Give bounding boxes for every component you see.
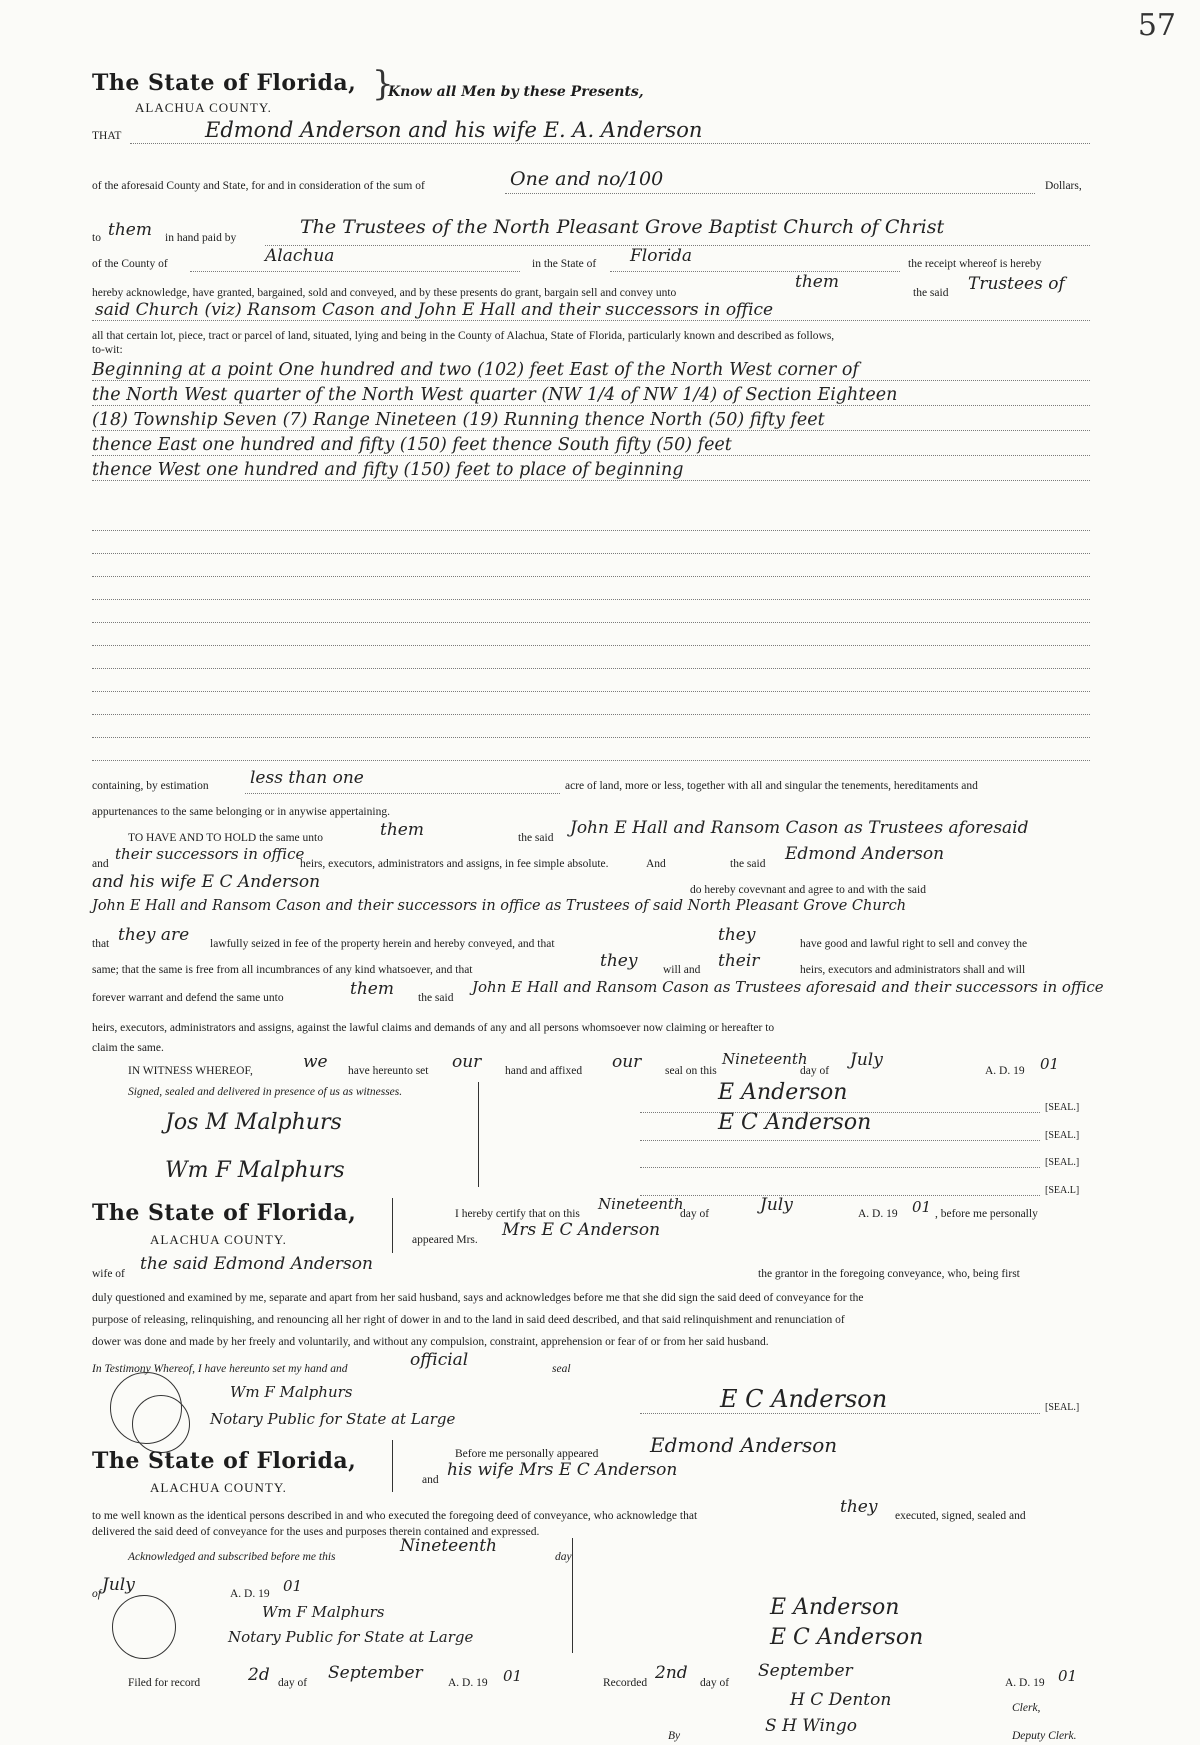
notary-seal-stamp [132, 1395, 190, 1453]
cert1-before-text: , before me personally [935, 1208, 1038, 1220]
filed-year-handwriting: 01 [503, 1667, 523, 1685]
warrant-text: forever warrant and defend the same unto [92, 992, 284, 1004]
and-said-handwriting: Edmond Anderson [785, 844, 945, 864]
dotted-line [92, 599, 1090, 600]
dotted-line [92, 668, 1090, 669]
dotted-line [92, 480, 1090, 481]
witness-signature-1: Jos M Malphurs [165, 1110, 342, 1135]
deputy-label: Deputy Clerk. [1012, 1730, 1077, 1742]
rec-day-handwriting: 2nd [655, 1663, 688, 1683]
dotted-line [610, 271, 900, 272]
same-handwriting-1: they [600, 951, 638, 971]
to-label: to [92, 232, 101, 244]
ack-text: Acknowledged and subscribed before me this [128, 1551, 336, 1563]
witness-divider [478, 1082, 479, 1187]
appeared-text: appeared Mrs. [412, 1234, 478, 1246]
habendum-said: the said [518, 832, 554, 844]
habendum-handwriting-1: them [380, 820, 424, 840]
cert2-and-handwriting: his wife Mrs E C Anderson [447, 1460, 678, 1480]
cert2-notary-title: Notary Public for State at Large [228, 1628, 474, 1646]
will-label: will and [663, 964, 701, 976]
dotted-line [92, 714, 1090, 715]
seal-label: [SEAL.] [1045, 1402, 1080, 1413]
dotted-line [92, 405, 1090, 406]
certify-text: I hereby certify that on this [455, 1208, 580, 1220]
right-text: have good and lawful right to sell and convey the [800, 938, 1028, 950]
filed-text: Filed for record [128, 1677, 201, 1689]
trustees-handwriting: said Church (viz) Ransom Cason and John E Hall and their successors in office [95, 300, 774, 320]
county-of-label: of the County of [92, 258, 168, 270]
and-said-the: the said [730, 858, 766, 870]
cert2-month-handwriting: July [102, 1575, 135, 1595]
the-said-label: the said [913, 287, 949, 299]
cert2-signature-2: E C Anderson [770, 1625, 924, 1650]
grantor-signature-2: E C Anderson [718, 1110, 872, 1135]
grantor-signature-1: E Anderson [718, 1080, 848, 1105]
deputy-signature: S H Wingo [765, 1716, 857, 1736]
dower-paragraph-line: dower was done and made by her freely and voluntarily, and without any compulsion, constraint, apprehension or fear of or from her said husband. [92, 1336, 769, 1348]
dower-paragraph-line: purpose of releasing, relinquishing, and renouncing all her right of dower in and to the land in said deed described, and that said relinquishment and renunciation of [92, 1314, 845, 1326]
containing-handwriting: less than one [250, 768, 364, 788]
cert2-divider-2 [572, 1538, 573, 1653]
seal-label: [SEAL.] [1045, 1130, 1080, 1141]
state-handwriting: Florida [630, 246, 693, 266]
dower-paragraph-line: duly questioned and examined by me, separate and apart from her said husband, says and acknowledges before me that she did sign the said deed of conveyance for the [92, 1292, 864, 1304]
dotted-line [505, 193, 1035, 194]
dotted-line [92, 645, 1090, 646]
witness-text: IN WITNESS WHEREOF, [128, 1065, 253, 1077]
heirs-exec-text: heirs, executors and administrators shall and will [800, 964, 1026, 976]
notary-title: Notary Public for State at Large [210, 1410, 456, 1428]
that-label-2: that [92, 938, 110, 950]
rec-ad: A. D. 19 [1005, 1677, 1045, 1689]
clerk-signature: H C Denton [790, 1690, 892, 1710]
cert2-ad: A. D. 19 [230, 1588, 270, 1600]
dotted-line [92, 455, 1090, 456]
dotted-line [92, 737, 1090, 738]
cert1-state-title: The State of Florida, [92, 1200, 357, 1226]
dotted-line [640, 1140, 1040, 1141]
filed-day-handwriting: 2d [248, 1665, 270, 1685]
rec-month-handwriting: September [758, 1661, 853, 1681]
witness-handwriting: we [303, 1052, 328, 1072]
dotted-line [640, 1413, 1040, 1414]
sum-handwriting: One and no/100 [510, 168, 664, 190]
cert2-county: ALACHUA COUNTY. [150, 1480, 287, 1495]
description-line: the North West quarter of the North West quarter (NW 1/4 of NW 1/4) of Section Eighteen [92, 385, 898, 405]
seized-handwriting: they [718, 925, 756, 945]
cert1-day-handwriting: Nineteenth [598, 1195, 684, 1213]
year-handwriting: 01 [1040, 1055, 1060, 1073]
successors-handwriting: their successors in office [115, 845, 305, 863]
day-text: day [555, 1551, 572, 1563]
acknowledge-text: hereby acknowledge, have granted, bargained, sold and conveyed, and by these presents do grant, bargain sell and convey unto [92, 287, 677, 299]
cert1-day-of: day of [680, 1208, 710, 1220]
warrant-said: the said [418, 992, 454, 1004]
cert2-divider [392, 1440, 393, 1492]
filed-ad: A. D. 19 [448, 1677, 488, 1689]
grantor-text: the grantor in the foregoing conveyance, who, being first [758, 1268, 1020, 1280]
cert2-signature-1: E Anderson [770, 1595, 900, 1620]
filed-month-handwriting: September [328, 1663, 423, 1683]
to-wit-label: to-wit: [92, 344, 123, 356]
description-line: thence East one hundred and fifty (150) feet thence South fifty (50) feet [92, 435, 732, 455]
dotted-line [190, 271, 520, 272]
dotted-line [245, 793, 560, 794]
appeared-handwriting: Mrs E C Anderson [502, 1220, 661, 1240]
that-handwriting: they are [118, 925, 190, 945]
dollars-label: Dollars, [1045, 180, 1082, 192]
description-line: Beginning at a point One hundred and two (102) feet East of the North West corner of [92, 360, 859, 380]
dotted-line [92, 430, 1090, 431]
dotted-line [92, 691, 1090, 692]
dotted-line [92, 320, 1090, 321]
our-handwriting-1: our [452, 1052, 482, 1072]
description-line: thence West one hundred and fifty (150) feet to place of beginning [92, 460, 684, 480]
warrant-handwriting-2: John E Hall and Ransom Cason as Trustees aforesaid and their successors in office [472, 978, 1104, 996]
wife-of-label: wife of [92, 1268, 125, 1280]
seal-label: [SEAL.] [1045, 1102, 1080, 1113]
dotted-line [92, 576, 1090, 577]
county-label: ALACHUA COUNTY. [135, 100, 272, 115]
rec-day-of: day of [700, 1677, 730, 1689]
that-label: THAT [92, 130, 122, 142]
official-handwriting: official [410, 1350, 469, 1370]
cert2-appeared-handwriting: Edmond Anderson [650, 1433, 838, 1457]
cert1-signature: E C Anderson [720, 1385, 888, 1413]
appurtenances-text: appurtenances to the same belonging or in anywise appertaining. [92, 806, 390, 818]
covenant-text: do hereby covevnant and agree to and with the said [690, 884, 926, 896]
containing-label: containing, by estimation [92, 780, 209, 792]
all-that-text: all that certain lot, piece, tract or parcel of land, situated, lying and being in the County of Alachua, State of Florida, particularly known and described as follows, [92, 330, 835, 342]
seal-text: seal [552, 1363, 571, 1375]
dotted-line [640, 1167, 1040, 1168]
grantor-handwriting: Edmond Anderson and his wife E. A. Anderson [205, 118, 703, 142]
the-said-handwriting: Trustees of [968, 274, 1065, 294]
month-handwriting: July [850, 1050, 883, 1070]
and-said-label: And [646, 858, 666, 870]
dotted-line [92, 760, 1090, 761]
notary-seal-stamp [112, 1595, 176, 1659]
hand-text: hand and affixed [505, 1065, 583, 1077]
seal-label: [SEAL.] [1045, 1157, 1080, 1168]
cert1-ad: A. D. 19 [858, 1208, 898, 1220]
description-line: (18) Township Seven (7) Range Nineteen (19) Running thence North (50) fifty feet [92, 410, 825, 430]
known-handwriting: they [840, 1497, 878, 1517]
day-of-text: day of [800, 1065, 830, 1077]
warrant-handwriting-1: them [350, 979, 394, 999]
rec-year-handwriting: 01 [1058, 1667, 1078, 1685]
same-handwriting-2: their [718, 951, 760, 971]
seal-on-text: seal on this [665, 1065, 717, 1077]
cert2-and-text: and [422, 1474, 439, 1486]
ack-handwriting: Nineteenth [400, 1536, 498, 1556]
know-all-men: Know all Men by these Presents, [388, 84, 644, 100]
testimony-text: In Testimony Whereof, I have hereunto set my hand and [92, 1363, 348, 1375]
dotted-line [640, 1112, 1040, 1113]
against-text: heirs, executors, administrators and assigns, against the lawful claims and demands of any and all persons whomsoever now claiming or hereafter to [92, 1022, 775, 1034]
cert1-divider [392, 1198, 393, 1253]
page-number: 57 [1137, 8, 1176, 43]
habendum-handwriting-2: John E Hall and Ransom Cason as Trustees aforesaid [570, 818, 1029, 838]
to-handwriting: them [108, 220, 152, 240]
covenant-handwriting: John E Hall and Ransom Cason and their successors in office as Trustees of said North Pleasant Grove Church [92, 898, 907, 914]
county-handwriting: Alachua [265, 246, 335, 266]
day-handwriting: Nineteenth [722, 1050, 808, 1068]
paid-by-label: in hand paid by [165, 232, 237, 244]
ad-label: A. D. 19 [985, 1065, 1025, 1077]
cert2-notary-signature: Wm F Malphurs [262, 1603, 385, 1621]
executed-text: executed, signed, sealed and [895, 1510, 1026, 1522]
seized-text: lawfully seized in fee of the property herein and hereby conveyed, and that [210, 938, 555, 950]
dotted-line [92, 553, 1090, 554]
wife-handwriting: and his wife E C Anderson [92, 872, 321, 892]
signed-text: Signed, sealed and delivered in presence of us as witnesses. [128, 1086, 403, 1098]
dotted-line [92, 530, 1090, 531]
by-label: By [668, 1730, 681, 1742]
cert2-before-text: Before me personally appeared [455, 1448, 599, 1460]
cert1-month-handwriting: July [760, 1195, 793, 1215]
state-of-label: in the State of [532, 258, 597, 270]
notary-signature: Wm F Malphurs [230, 1383, 353, 1401]
brace: } [372, 64, 394, 104]
heirs-text: heirs, executors, administrators and assigns, in fee simple absolute. [300, 858, 609, 870]
cert1-county: ALACHUA COUNTY. [150, 1232, 287, 1247]
witness-signature-2: Wm F Malphurs [165, 1158, 345, 1183]
unto-handwriting: them [795, 272, 839, 292]
seal-label: [SEA.L] [1045, 1185, 1080, 1196]
acre-text: acre of land, more or less, together with all and singular the tenements, hereditaments and [565, 780, 978, 792]
our-handwriting-2: our [612, 1052, 642, 1072]
same-text: same; that the same is free from all incumbrances of any kind whatsoever, and that [92, 964, 473, 976]
aforesaid-text: of the aforesaid County and State, for and in consideration of the sum of [92, 180, 425, 192]
delivered-text: delivered the said deed of conveyance for the uses and purposes therein contained and expressed. [92, 1526, 540, 1538]
known-text: to me well known as the identical persons described in and who executed the foregoing deed of conveyance, who acknowledge that [92, 1510, 698, 1522]
paid-by-handwriting: The Trustees of the North Pleasant Grove Baptist Church of Christ [300, 216, 945, 238]
filed-day-of: day of [278, 1677, 308, 1689]
cert2-state-title: The State of Florida, [92, 1448, 357, 1474]
dotted-line [640, 1195, 1040, 1196]
cert2-year-handwriting: 01 [283, 1577, 303, 1595]
habendum-label: TO HAVE AND TO HOLD the same unto [128, 832, 323, 844]
recorded-text: Recorded [603, 1677, 648, 1689]
dotted-line [92, 380, 1090, 381]
cert1-year-handwriting: 01 [912, 1198, 932, 1216]
hereunto-text: have hereunto set [348, 1065, 429, 1077]
dotted-line [130, 143, 1090, 144]
clerk-label: Clerk, [1012, 1702, 1041, 1714]
wife-of-handwriting: the said Edmond Anderson [140, 1254, 373, 1274]
dotted-line [92, 622, 1090, 623]
state-title: The State of Florida, [92, 70, 357, 96]
and-label: and [92, 858, 109, 870]
receipt-text: the receipt whereof is hereby [908, 258, 1042, 270]
claim-text: claim the same. [92, 1042, 164, 1054]
of-text: of [92, 1588, 101, 1600]
